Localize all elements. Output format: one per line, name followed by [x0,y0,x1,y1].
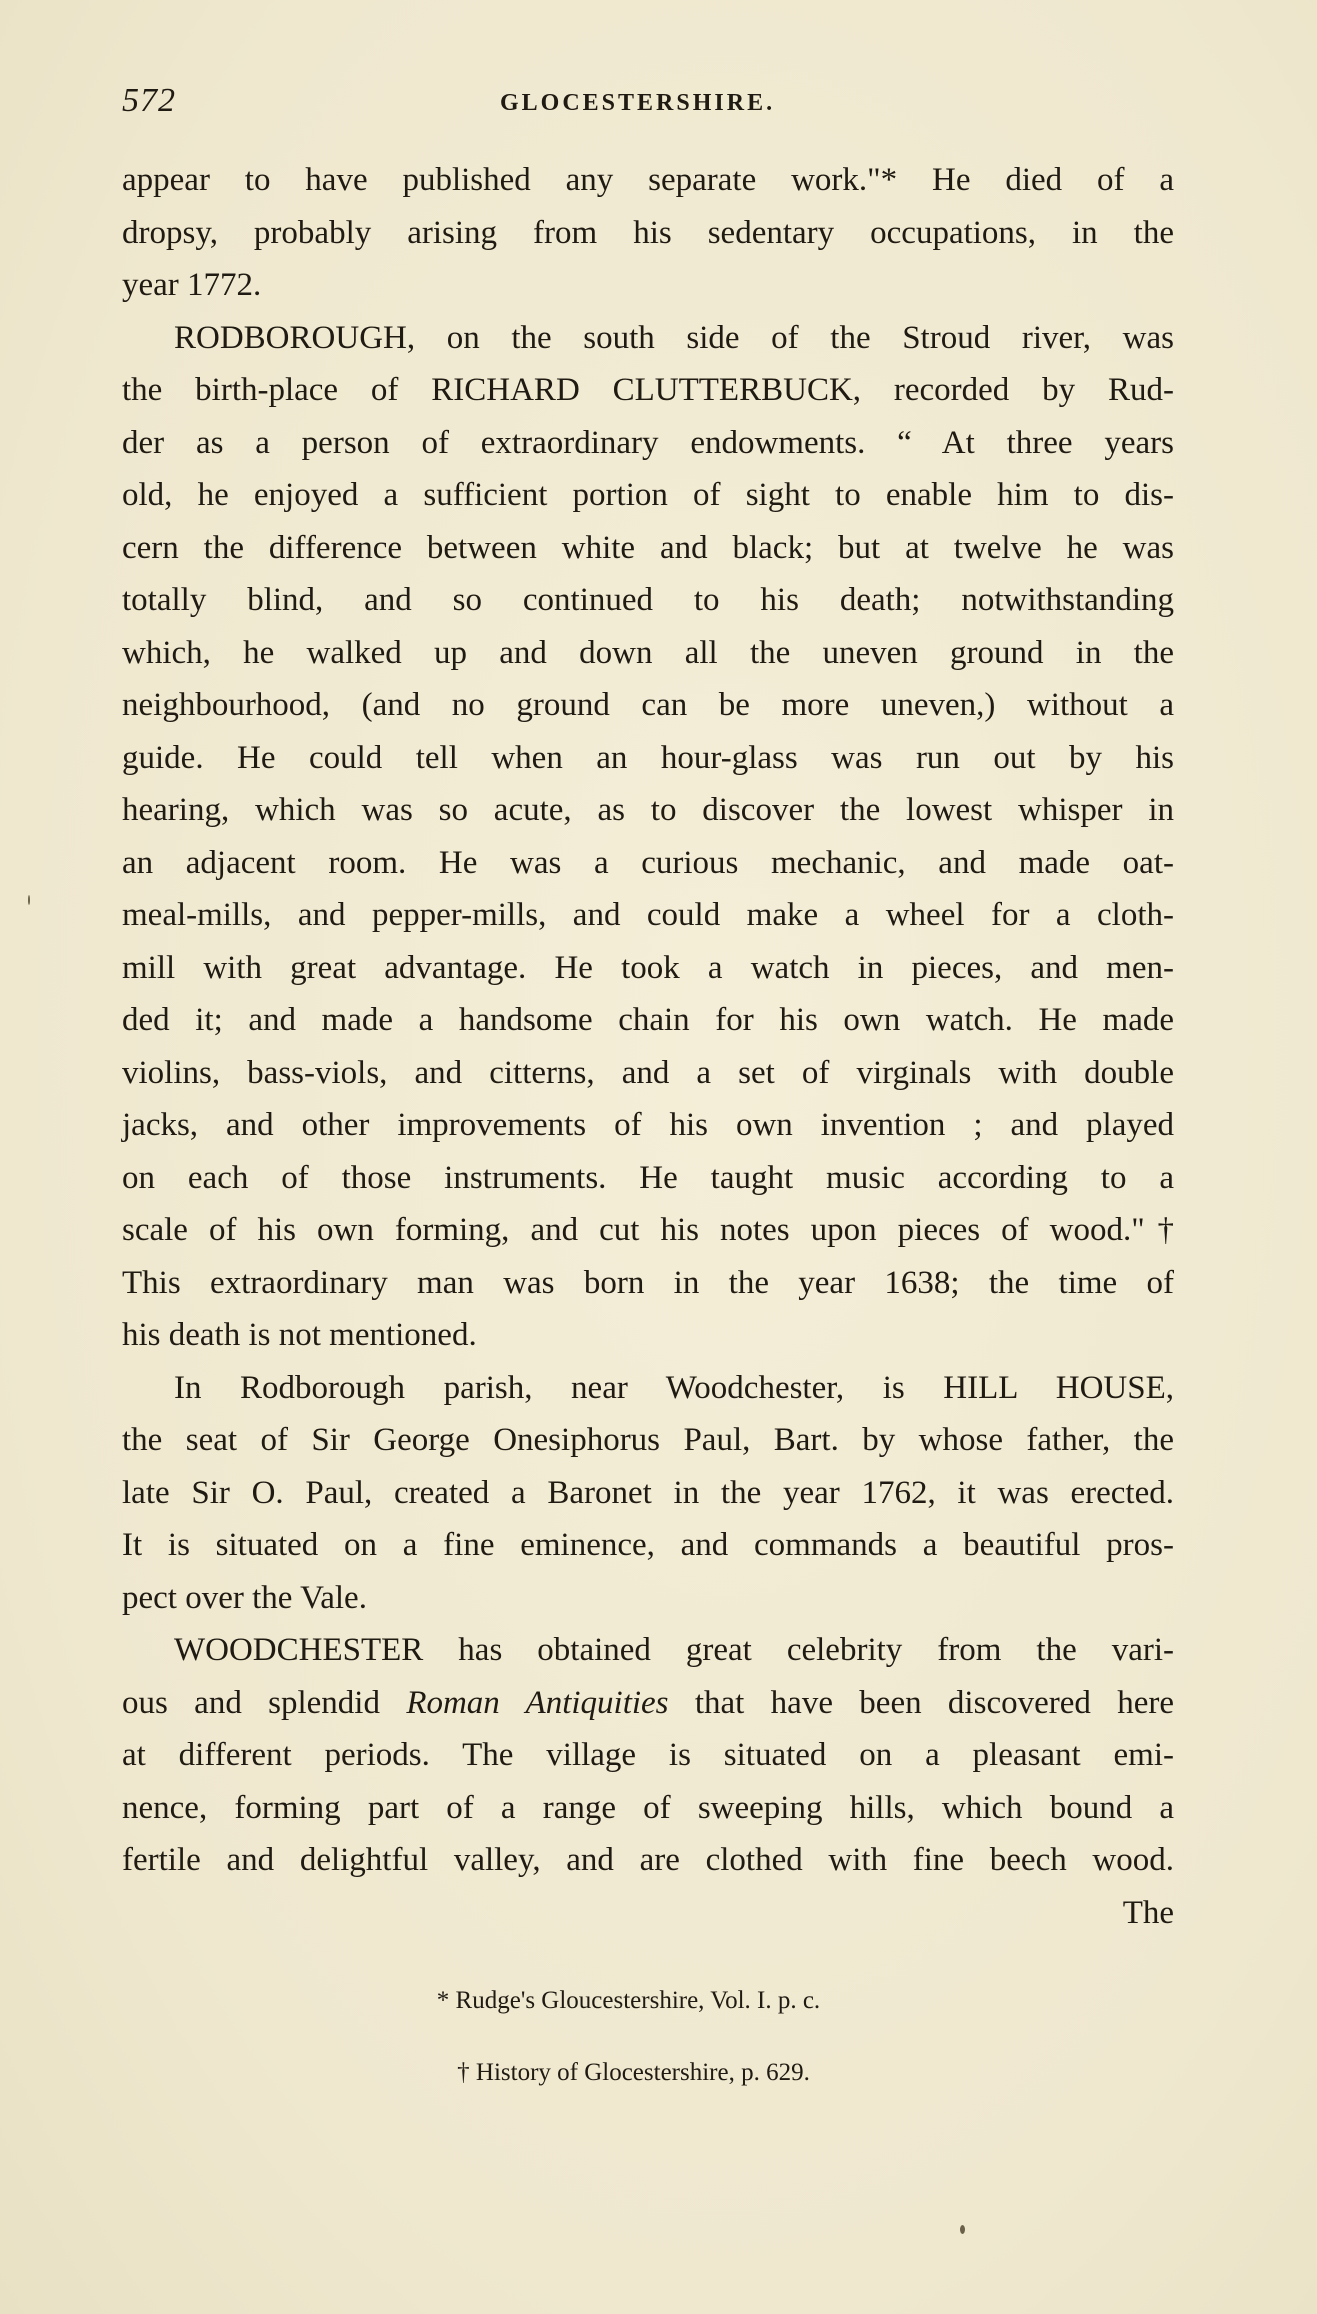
text-span: that have been discovered here [668,1684,1174,1721]
text-line: mill with great advantage. He took a watch in pieces, and men- [122,949,1174,986]
body-text [122,154,1174,1939]
italic-phrase: Roman Antiquities [406,1684,669,1721]
ink-speck [960,2225,965,2234]
text-line: late Sir O. Paul, created a Baronet in the year 1762, it was erected. [122,1474,1174,1511]
text-line: year 1772. [122,267,262,303]
text-line: der as a person of extraordinary endowments. “ At three years [122,424,1174,461]
text-line: at different periods. The village is situated on a pleasant emi- [122,1737,1174,1773]
text-line: neighbourhood, (and no ground can be more uneven,) without a [122,687,1174,723]
text-line: ded it; and made a handsome chain for his own watch. He made [122,1002,1174,1038]
text-line: an adjacent room. He was a curious mechanic, and made oat- [122,844,1174,881]
running-head: GLOCESTERSHIRE. [500,90,776,116]
ink-speck [28,895,30,905]
text-line: hearing, which was so acute, as to discover the lowest whisper in [122,792,1174,828]
text-line: It is situated on a fine eminence, and commands a beautiful pros- [122,1527,1174,1563]
text-line: scale of his own forming, and cut his notes upon pieces of wood."† [122,1212,1174,1248]
text-line: This extraordinary man was born in the year 1638; the time of [122,1264,1174,1301]
text-line: violins, bass-viols, and citterns, and a set of virginals with double [122,1054,1174,1091]
text-line: the birth-place of RICHARD CLUTTERBUCK, recorded by Rud- [122,372,1174,408]
paragraph-start-woodchester: WOODCHESTER has obtained great celebrity from the vari- [174,1632,1174,1668]
text-line: jacks, and other improvements of his own invention ; and played [122,1107,1174,1143]
text-line: cern the difference between white and black; but at twelve he was [122,529,1174,566]
text-line: the seat of Sir George Onesiphorus Paul, Bart. by whose father, the [122,1422,1174,1458]
text-line: dropsy, probably arising from his sedentary occupations, in the [122,214,1174,251]
text-line: fertile and delightful valley, and are clothed with fine beech wood. [122,1842,1174,1878]
text-line: appear to have published any separate work."* He died of a [122,162,1174,198]
text-line: totally blind, and so continued to his death; notwithstanding [122,582,1174,618]
paragraph-start-rodborough: RODBOROUGH, on the south side of the Stroud river, was [174,319,1174,356]
text-line: pect over the Vale. [122,1579,367,1616]
text-line: nence, forming part of a range of sweeping hills, which bound a [122,1789,1174,1826]
footnotes [0,1965,1317,2109]
page-number: 572 [122,82,176,119]
footnote: † History of Glocestershire, p. 629. [457,2059,810,2086]
text-span: ous and splendid [122,1684,407,1721]
text-line: meal-mills, and pepper-mills, and could make a wheel for a cloth- [122,897,1174,933]
text-line: guide. He could tell when an hour-glass was run out by his [122,739,1174,776]
text-line: old, he enjoyed a sufficient portion of sight to enable him to dis- [122,477,1174,513]
paragraph-start-hill-house: In Rodborough parish, near Woodchester, is HILL HOUSE, [174,1369,1174,1406]
text-line: on each of those instruments. He taught music according to a [122,1159,1174,1196]
text-line: which, he walked up and down all the uneven ground in the [122,634,1174,671]
page-header [122,82,1172,132]
text-line: his death is not mentioned. [122,1317,477,1353]
catchword: The [1122,1894,1174,1931]
text-line [122,1677,1174,1730]
footnote: * Rudge's Gloucestershire, Vol. I. p. c. [436,1987,821,2014]
